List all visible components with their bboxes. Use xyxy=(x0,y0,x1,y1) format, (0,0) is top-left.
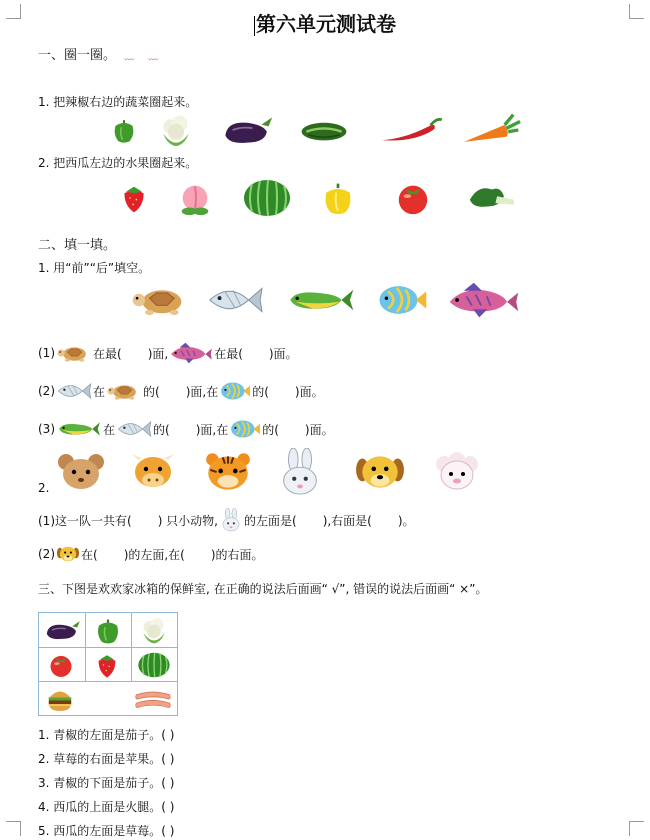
page-corner-mark xyxy=(6,821,21,836)
burger-icon xyxy=(45,684,75,718)
animal-row xyxy=(56,448,482,496)
dog-icon xyxy=(56,544,80,564)
page-corner-mark xyxy=(629,821,644,836)
s3-item-3: 3. 青椒的下面是茄子。( ) xyxy=(38,776,175,790)
s2-question-1: 1. 用“前”“后”填空。 xyxy=(38,261,151,275)
fish-row xyxy=(130,280,520,320)
section-2-heading: 二、填一填。 xyxy=(38,238,117,253)
tiger-icon xyxy=(202,450,254,494)
s3-item-2: 2. 草莓的右面是苹果。( ) xyxy=(38,752,175,766)
s1-question-1: 1. 把辣椒右边的蔬菜圈起来。 xyxy=(38,95,198,109)
strawberry-icon xyxy=(93,650,121,684)
s3-item-4: 4. 西瓜的上面是火腿。( ) xyxy=(38,800,175,814)
sheep-icon xyxy=(432,452,482,492)
s2-q1-sub-1: (1) 在最( )面, 在最( )面。 xyxy=(38,340,298,366)
cauliflower-icon xyxy=(156,112,196,148)
green-fish-icon xyxy=(56,418,102,440)
tropical-fish-icon xyxy=(229,417,261,441)
s3-item-5: 5. 西瓜的左面是草莓。( ) xyxy=(38,824,175,838)
white-fish-icon xyxy=(56,378,92,404)
s2-q1-sub-2: (2) 在 的( )面,在 的( )面。 xyxy=(38,378,324,404)
watermelon-icon xyxy=(242,178,292,218)
s3-item-1: 1. 青椒的左面是茄子。( ) xyxy=(38,728,175,742)
page-title-text: 第六单元测试卷 xyxy=(256,12,396,36)
eggplant-icon xyxy=(218,112,276,148)
s1-q2-image-row xyxy=(118,178,522,218)
carrot-icon xyxy=(456,113,528,147)
watermelon-icon xyxy=(137,651,171,683)
sausage-icon xyxy=(131,685,175,717)
mouse-icon xyxy=(56,451,106,493)
pink-fish-icon xyxy=(169,340,213,366)
strawberry-icon xyxy=(118,180,150,216)
rabbit-icon xyxy=(276,448,324,496)
section-3-heading: 三、下图是欢欢家冰箱的保鲜室, 在正确的说法后面画“ √”, 错误的说法后面画“ ×”。 xyxy=(38,582,488,596)
green-pepper-icon xyxy=(93,615,123,649)
eggplant-icon xyxy=(43,617,81,647)
pink-fish-icon xyxy=(446,280,520,320)
cauliflower-icon xyxy=(137,615,171,649)
green-pepper-icon xyxy=(110,113,138,147)
tropical-fish-icon xyxy=(219,379,251,403)
white-fish-icon xyxy=(206,280,264,320)
tomato-icon xyxy=(47,651,75,683)
tropical-fish-icon xyxy=(376,282,428,318)
red-chili-icon xyxy=(376,116,446,144)
peach-icon xyxy=(176,179,214,217)
spellcheck-marks: ﹏﹏ xyxy=(124,51,173,62)
s2-q1-sub-3: (3) 在 的( )面,在 的( )面。 xyxy=(38,416,334,442)
white-fish-icon xyxy=(116,416,152,442)
bok-choy-icon xyxy=(462,181,522,215)
s1-q1-image-row xyxy=(110,112,528,148)
rabbit-icon xyxy=(219,508,243,532)
s2-q2-sub-2: (2) 在( )的左面,在( )的右面。 xyxy=(38,544,264,564)
text-cursor xyxy=(254,16,255,36)
dog-icon xyxy=(354,451,406,493)
page-title[interactable] xyxy=(0,8,650,37)
s2-q2-sub-1: (1)这一队一共有( ) 只小动物, 的左面是( ),右面是( )。 xyxy=(38,508,415,532)
yellow-pepper-icon xyxy=(320,180,356,216)
cucumber-icon xyxy=(294,114,354,146)
turtle-icon xyxy=(130,280,192,320)
fridge-shelf-grid xyxy=(38,612,178,716)
s2-question-2-number: 2. xyxy=(38,481,50,495)
section-1-heading: 一、圈一圈。 ﹏﹏ xyxy=(38,48,173,63)
turtle-icon xyxy=(56,341,92,365)
tomato-icon xyxy=(394,179,432,217)
cow-icon xyxy=(128,451,178,493)
s1-question-2: 2. 把西瓜左边的水果圈起来。 xyxy=(38,156,198,170)
green-fish-icon xyxy=(282,283,360,317)
turtle-icon xyxy=(106,379,142,403)
